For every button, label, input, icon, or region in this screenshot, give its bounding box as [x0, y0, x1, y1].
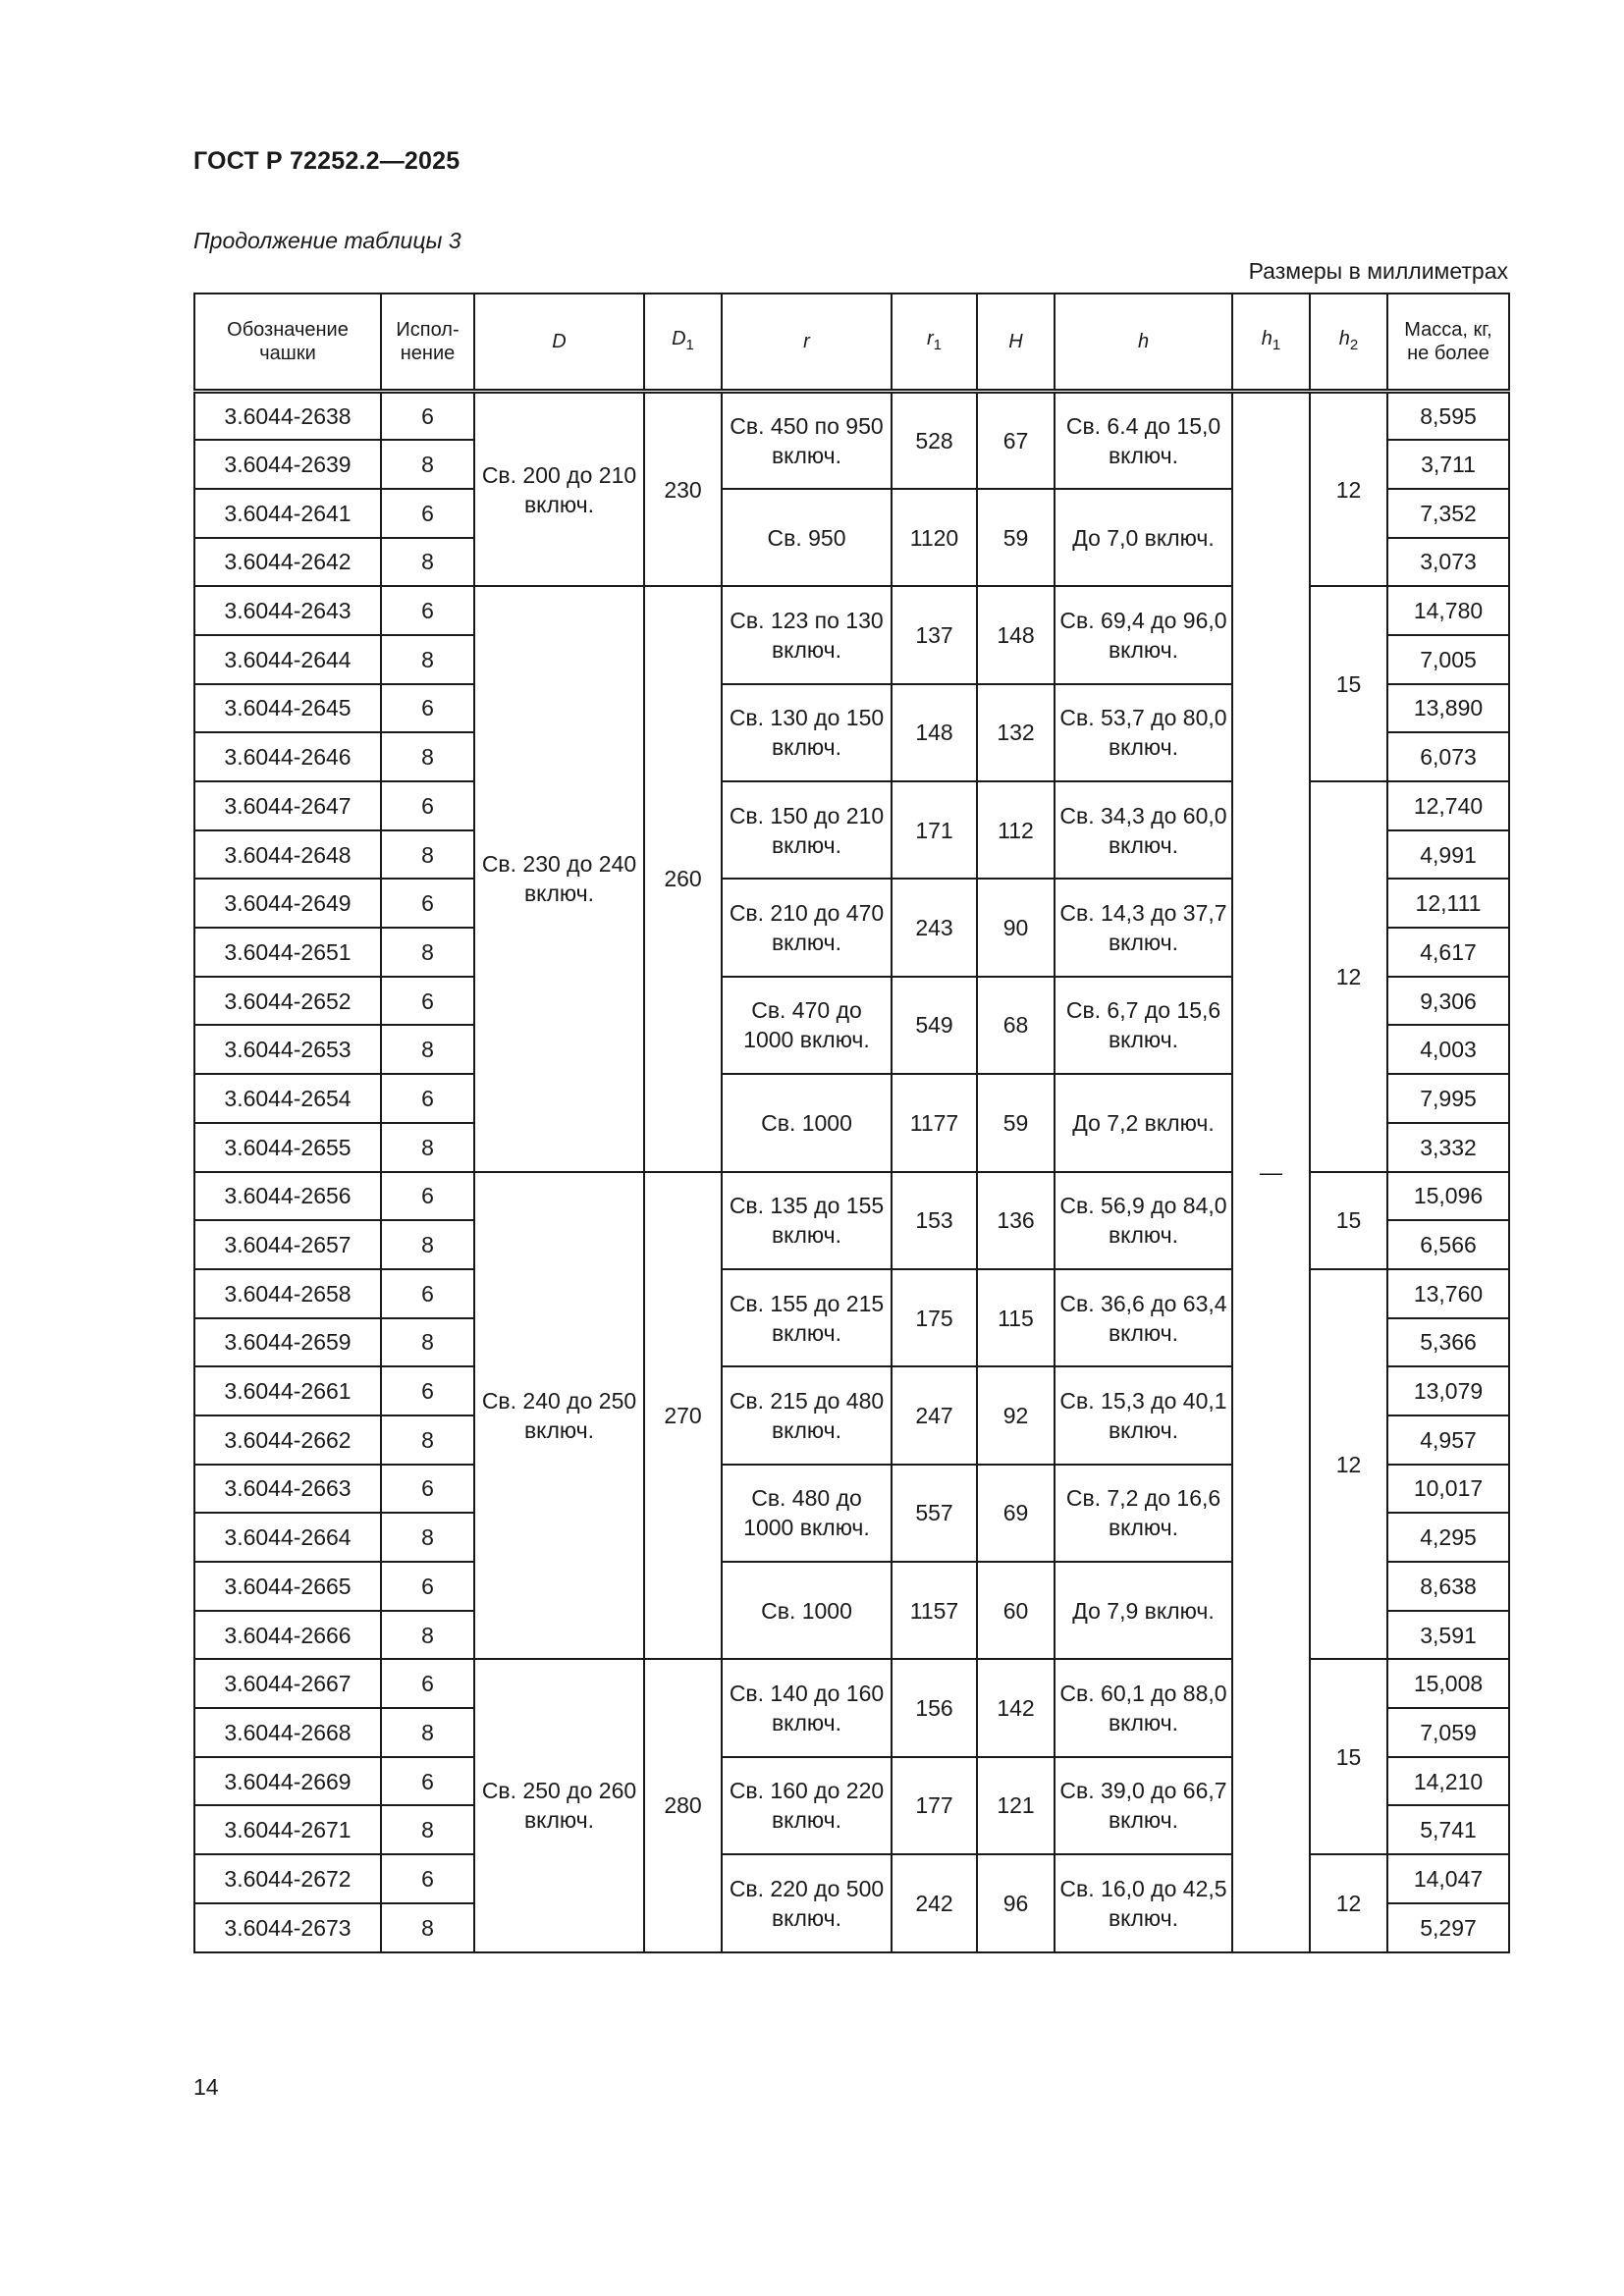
mass-cell: 12,111: [1387, 879, 1509, 928]
H-cell: 136: [977, 1172, 1055, 1269]
mass-cell: 15,096: [1387, 1172, 1509, 1221]
designation-cell: 3.6044-2652: [194, 977, 381, 1026]
r-cell: Св. 1000: [722, 1562, 892, 1659]
designation-cell: 3.6044-2647: [194, 781, 381, 830]
col-header-D1: $D_1$: [644, 294, 722, 392]
r1-cell: 242: [892, 1854, 977, 1951]
col-header-H: H: [977, 294, 1055, 392]
table-header-row: [194, 294, 1509, 392]
h-cell: Св. 6,7 до 15,6 включ.: [1055, 977, 1232, 1074]
r1-cell: 557: [892, 1465, 977, 1562]
r-cell: Св. 950: [722, 489, 892, 586]
h2-cell: 15: [1310, 586, 1387, 781]
r1-cell: 243: [892, 879, 977, 976]
designation-cell: 3.6044-2662: [194, 1415, 381, 1465]
col-header-h2: $h_2$: [1310, 294, 1387, 392]
table-row: [194, 1854, 1509, 1903]
r1-cell: 148: [892, 684, 977, 781]
designation-cell: 3.6044-2661: [194, 1366, 381, 1415]
version-cell: 8: [381, 732, 474, 781]
designation-cell: 3.6044-2664: [194, 1513, 381, 1562]
r1-cell: 247: [892, 1366, 977, 1464]
designation-cell: 3.6044-2643: [194, 586, 381, 635]
units-note: Размеры в миллиметрах: [1248, 258, 1508, 284]
D1-cell: 230: [644, 392, 722, 587]
D1-cell: 260: [644, 586, 722, 1171]
h-cell: Св. 56,9 до 84,0 включ.: [1055, 1172, 1232, 1269]
r-cell: Св. 140 до 160 включ.: [722, 1659, 892, 1756]
H-cell: 59: [977, 1074, 1055, 1171]
r-cell: Св. 150 до 210 включ.: [722, 781, 892, 879]
version-cell: 6: [381, 684, 474, 733]
h2-cell: 15: [1310, 1659, 1387, 1854]
version-cell: 6: [381, 392, 474, 441]
mass-cell: 5,741: [1387, 1805, 1509, 1854]
mass-cell: 3,332: [1387, 1123, 1509, 1172]
version-cell: 8: [381, 1805, 474, 1854]
mass-cell: 9,306: [1387, 977, 1509, 1026]
mass-cell: 13,760: [1387, 1269, 1509, 1318]
version-cell: 8: [381, 635, 474, 684]
version-cell: 6: [381, 1366, 474, 1415]
r1-cell: 549: [892, 977, 977, 1074]
D-cell: Св. 240 до 250 включ.: [474, 1172, 644, 1660]
mass-cell: 13,079: [1387, 1366, 1509, 1415]
designation-cell: 3.6044-2668: [194, 1708, 381, 1757]
version-cell: 8: [381, 1611, 474, 1660]
version-cell: 6: [381, 1562, 474, 1611]
r-cell: Св. 135 до 155 включ.: [722, 1172, 892, 1269]
h-cell: Св. 69,4 до 96,0 включ.: [1055, 586, 1232, 683]
designation-cell: 3.6044-2644: [194, 635, 381, 684]
h2-cell: 12: [1310, 781, 1387, 1172]
designation-cell: 3.6044-2657: [194, 1220, 381, 1269]
designation-cell: 3.6044-2651: [194, 928, 381, 977]
col-header-r: r: [722, 294, 892, 392]
H-cell: 67: [977, 392, 1055, 489]
mass-cell: 13,890: [1387, 684, 1509, 733]
r1-cell: 137: [892, 586, 977, 683]
h-cell: Св. 14,3 до 37,7 включ.: [1055, 879, 1232, 976]
H-cell: 132: [977, 684, 1055, 781]
r-cell: Св. 130 до 150 включ.: [722, 684, 892, 781]
mass-cell: 8,638: [1387, 1562, 1509, 1611]
version-cell: 8: [381, 928, 474, 977]
h1-cell: —: [1232, 392, 1310, 1952]
mass-cell: 6,566: [1387, 1220, 1509, 1269]
h-cell: До 7,2 включ.: [1055, 1074, 1232, 1171]
h-cell: Св. 36,6 до 63,4 включ.: [1055, 1269, 1232, 1366]
col-header-h1: $h_1$: [1232, 294, 1310, 392]
H-cell: 60: [977, 1562, 1055, 1659]
version-cell: 8: [381, 1513, 474, 1562]
designation-cell: 3.6044-2654: [194, 1074, 381, 1123]
h-cell: Св. 16,0 до 42,5 включ.: [1055, 1854, 1232, 1951]
version-cell: 6: [381, 1074, 474, 1123]
H-cell: 69: [977, 1465, 1055, 1562]
h-cell: Св. 34,3 до 60,0 включ.: [1055, 781, 1232, 879]
version-cell: 6: [381, 1854, 474, 1903]
h-cell: Св. 53,7 до 80,0 включ.: [1055, 684, 1232, 781]
table-row: [194, 1172, 1509, 1221]
r1-cell: 1177: [892, 1074, 977, 1171]
r-cell: Св. 480 до 1000 включ.: [722, 1465, 892, 1562]
mass-cell: 3,591: [1387, 1611, 1509, 1660]
version-cell: 6: [381, 977, 474, 1026]
r-cell: Св. 220 до 500 включ.: [722, 1854, 892, 1951]
h-cell: Св. 15,3 до 40,1 включ.: [1055, 1366, 1232, 1464]
h2-cell: 12: [1310, 1854, 1387, 1951]
designation-cell: 3.6044-2665: [194, 1562, 381, 1611]
doc-title: ГОСТ Р 72252.2—2025: [193, 147, 460, 175]
mass-cell: 10,017: [1387, 1465, 1509, 1514]
D-cell: Св. 230 до 240 включ.: [474, 586, 644, 1171]
h-cell: Св. 39,0 до 66,7 включ.: [1055, 1757, 1232, 1854]
mass-cell: 7,352: [1387, 489, 1509, 538]
version-cell: 8: [381, 1708, 474, 1757]
r-cell: Св. 450 по 950 включ.: [722, 392, 892, 489]
version-cell: 6: [381, 586, 474, 635]
col-header-h: h: [1055, 294, 1232, 392]
version-cell: 8: [381, 538, 474, 587]
designation-cell: 3.6044-2671: [194, 1805, 381, 1854]
r1-cell: 1120: [892, 489, 977, 586]
r-cell: Св. 123 по 130 включ.: [722, 586, 892, 683]
mass-cell: 4,295: [1387, 1513, 1509, 1562]
H-cell: 148: [977, 586, 1055, 683]
H-cell: 121: [977, 1757, 1055, 1854]
mass-cell: 5,366: [1387, 1318, 1509, 1367]
designation-cell: 3.6044-2649: [194, 879, 381, 928]
mass-cell: 15,008: [1387, 1659, 1509, 1708]
H-cell: 142: [977, 1659, 1055, 1756]
r-cell: Св. 155 до 215 включ.: [722, 1269, 892, 1366]
designation-cell: 3.6044-2673: [194, 1903, 381, 1952]
mass-cell: 5,297: [1387, 1903, 1509, 1952]
mass-cell: 4,957: [1387, 1415, 1509, 1465]
mass-cell: 12,740: [1387, 781, 1509, 830]
mass-cell: 3,711: [1387, 440, 1509, 489]
col-header-designation: Обозначение чашки: [194, 294, 381, 392]
version-cell: 8: [381, 1123, 474, 1172]
designation-cell: 3.6044-2659: [194, 1318, 381, 1367]
mass-cell: 8,595: [1387, 392, 1509, 441]
r1-cell: 156: [892, 1659, 977, 1756]
H-cell: 115: [977, 1269, 1055, 1366]
version-cell: 8: [381, 830, 474, 880]
r1-cell: 177: [892, 1757, 977, 1854]
designation-cell: 3.6044-2672: [194, 1854, 381, 1903]
H-cell: 96: [977, 1854, 1055, 1951]
designation-cell: 3.6044-2639: [194, 440, 381, 489]
D1-cell: 270: [644, 1172, 722, 1660]
version-cell: 8: [381, 440, 474, 489]
version-cell: 8: [381, 1903, 474, 1952]
table-row: [194, 392, 1509, 441]
table-row: [194, 586, 1509, 635]
designation-cell: 3.6044-2663: [194, 1465, 381, 1514]
h-cell: Св. 6.4 до 15,0 включ.: [1055, 392, 1232, 489]
designation-cell: 3.6044-2645: [194, 684, 381, 733]
version-cell: 6: [381, 489, 474, 538]
mass-cell: 3,073: [1387, 538, 1509, 587]
version-cell: 6: [381, 879, 474, 928]
version-cell: 8: [381, 1415, 474, 1465]
mass-cell: 6,073: [1387, 732, 1509, 781]
mass-cell: 14,210: [1387, 1757, 1509, 1806]
designation-cell: 3.6044-2641: [194, 489, 381, 538]
h2-cell: 12: [1310, 392, 1387, 587]
designation-cell: 3.6044-2653: [194, 1025, 381, 1074]
col-header-mass: Масса, кг, не более: [1387, 294, 1509, 392]
table-continuation-caption: Продолжение таблицы 3: [193, 228, 461, 253]
version-cell: 8: [381, 1220, 474, 1269]
mass-cell: 4,991: [1387, 830, 1509, 880]
mass-cell: 7,005: [1387, 635, 1509, 684]
h-cell: Св. 7,2 до 16,6 включ.: [1055, 1465, 1232, 1562]
h-cell: Св. 60,1 до 88,0 включ.: [1055, 1659, 1232, 1756]
designation-cell: 3.6044-2642: [194, 538, 381, 587]
r-cell: Св. 210 до 470 включ.: [722, 879, 892, 976]
H-cell: 68: [977, 977, 1055, 1074]
designation-cell: 3.6044-2646: [194, 732, 381, 781]
version-cell: 6: [381, 781, 474, 830]
D-cell: Св. 250 до 260 включ.: [474, 1659, 644, 1951]
r-cell: Св. 470 до 1000 включ.: [722, 977, 892, 1074]
r1-cell: 1157: [892, 1562, 977, 1659]
designation-cell: 3.6044-2638: [194, 392, 381, 441]
designation-cell: 3.6044-2667: [194, 1659, 381, 1708]
r1-cell: 528: [892, 392, 977, 489]
mass-cell: 14,780: [1387, 586, 1509, 635]
designation-cell: 3.6044-2656: [194, 1172, 381, 1221]
mass-cell: 4,003: [1387, 1025, 1509, 1074]
version-cell: 6: [381, 1659, 474, 1708]
col-header-r1: $r_1$: [892, 294, 977, 392]
r1-cell: 171: [892, 781, 977, 879]
h-cell: До 7,9 включ.: [1055, 1562, 1232, 1659]
designation-cell: 3.6044-2666: [194, 1611, 381, 1660]
H-cell: 59: [977, 489, 1055, 586]
D1-cell: 280: [644, 1659, 722, 1951]
mass-cell: 7,059: [1387, 1708, 1509, 1757]
h2-cell: 12: [1310, 1269, 1387, 1660]
designation-cell: 3.6044-2648: [194, 830, 381, 880]
version-cell: 6: [381, 1269, 474, 1318]
r-cell: Св. 215 до 480 включ.: [722, 1366, 892, 1464]
D-cell: Св. 200 до 210 включ.: [474, 392, 644, 587]
version-cell: 6: [381, 1757, 474, 1806]
r1-cell: 153: [892, 1172, 977, 1269]
table-row: [194, 1659, 1509, 1708]
col-header-version: Испол-нение: [381, 294, 474, 392]
table-row: [194, 1269, 1509, 1318]
col-header-D: D: [474, 294, 644, 392]
version-cell: 8: [381, 1318, 474, 1367]
designation-cell: 3.6044-2658: [194, 1269, 381, 1318]
h-cell: До 7,0 включ.: [1055, 489, 1232, 586]
H-cell: 90: [977, 879, 1055, 976]
page-number: 14: [193, 2074, 219, 2100]
designation-cell: 3.6044-2655: [194, 1123, 381, 1172]
r-cell: Св. 160 до 220 включ.: [722, 1757, 892, 1854]
version-cell: 6: [381, 1172, 474, 1221]
mass-cell: 14,047: [1387, 1854, 1509, 1903]
H-cell: 92: [977, 1366, 1055, 1464]
r1-cell: 175: [892, 1269, 977, 1366]
mass-cell: 7,995: [1387, 1074, 1509, 1123]
H-cell: 112: [977, 781, 1055, 879]
r-cell: Св. 1000: [722, 1074, 892, 1171]
version-cell: 8: [381, 1025, 474, 1074]
version-cell: 6: [381, 1465, 474, 1514]
mass-cell: 4,617: [1387, 928, 1509, 977]
designation-cell: 3.6044-2669: [194, 1757, 381, 1806]
dimensions-table: [193, 293, 1510, 1953]
table-row: [194, 781, 1509, 830]
h2-cell: 15: [1310, 1172, 1387, 1269]
